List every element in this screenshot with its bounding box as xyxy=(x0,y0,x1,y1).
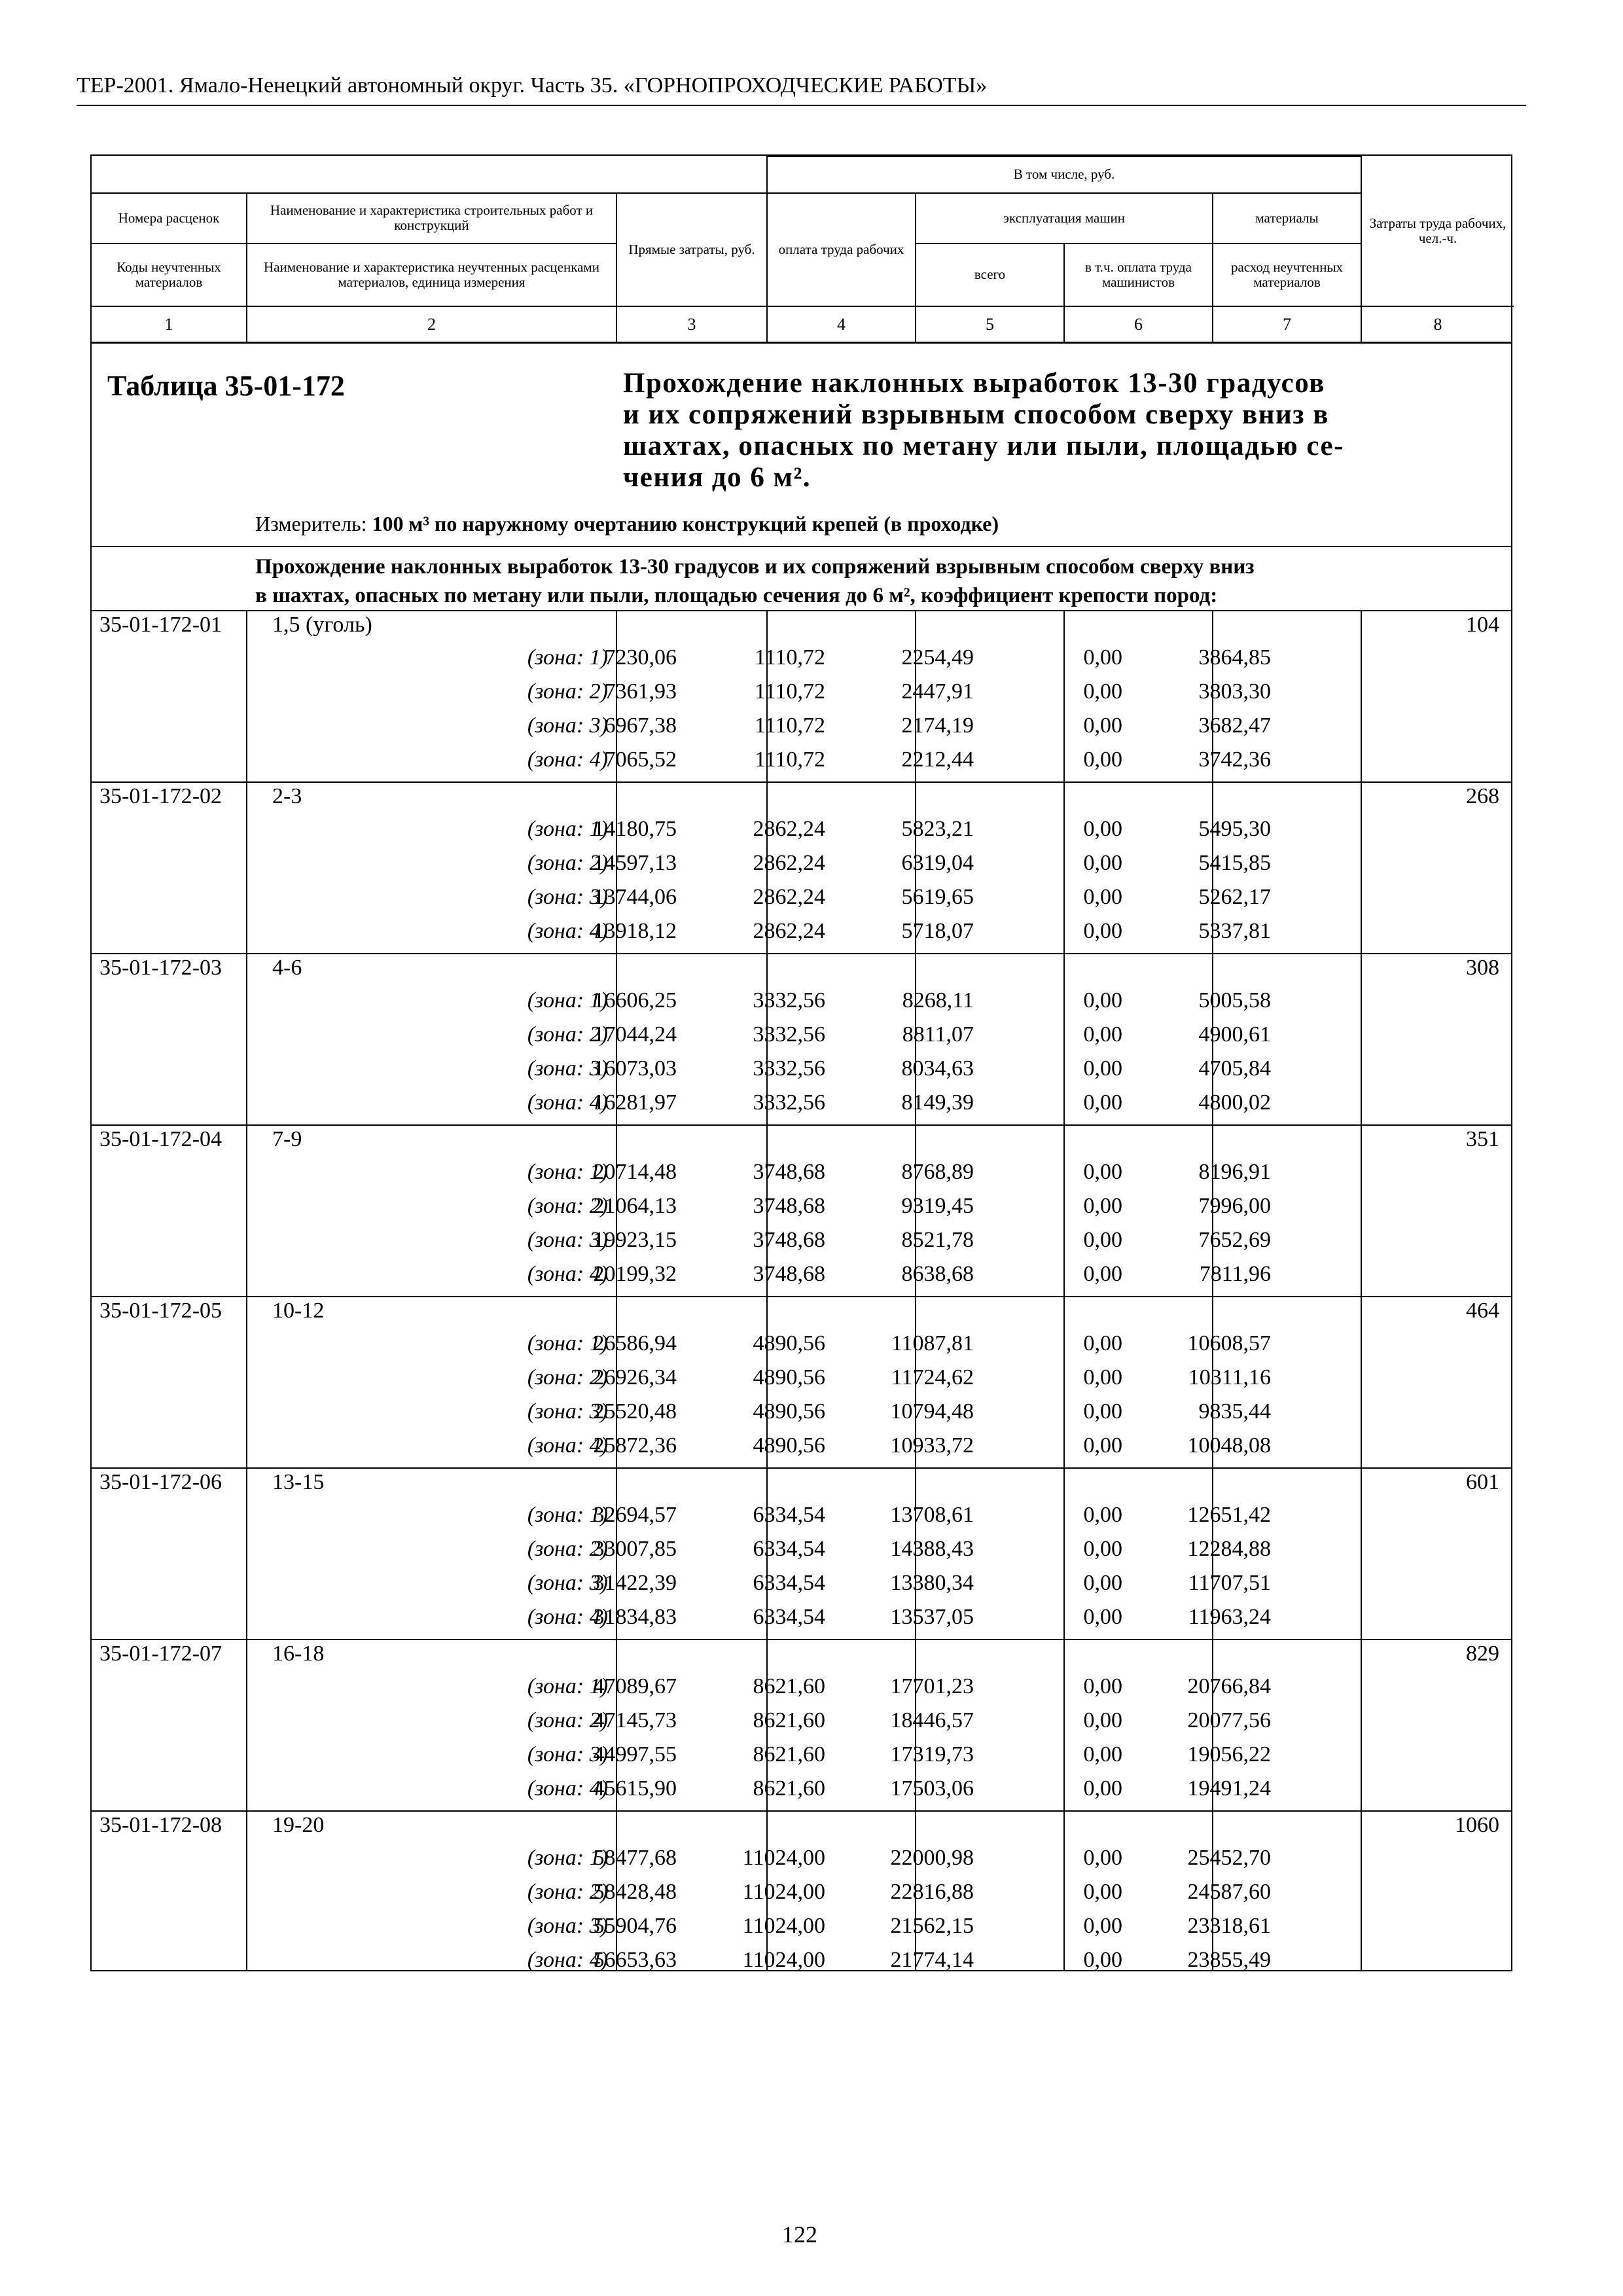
unit-prefix: Измеритель: xyxy=(255,512,367,535)
value-oper: 0,00 xyxy=(1083,713,1122,738)
rate-code: 35-01-172-01 xyxy=(99,613,222,637)
value-pay: 6334,54 xyxy=(753,1537,825,1561)
value-oper: 0,00 xyxy=(1083,1914,1122,1938)
value-direct: 7361,93 xyxy=(604,679,677,704)
value-direct: 45615,90 xyxy=(593,1776,677,1801)
value-mach: 21774,14 xyxy=(890,1948,974,1972)
value-mat: 3803,30 xyxy=(1198,679,1271,704)
value-mach: 21562,15 xyxy=(890,1914,974,1938)
rate-code: 35-01-172-03 xyxy=(99,956,222,980)
rate-record xyxy=(92,954,1511,1126)
zone-label: (зона: 3) xyxy=(527,1228,608,1252)
value-mat: 5262,17 xyxy=(1198,885,1271,909)
header-machine-operation: эксплуатация машин xyxy=(916,193,1213,243)
zone-row xyxy=(92,1194,1511,1228)
value-oper: 0,00 xyxy=(1083,1433,1122,1458)
zone-label: (зона: 4) xyxy=(527,919,608,943)
labor-costs: 104 xyxy=(1466,613,1499,637)
running-header: ТЕР-2001. Ямало-Ненецкий автономный округ. Часть 35. «ГОРНОПРОХОДЧЕСКИЕ РАБОТЫ» xyxy=(77,73,988,98)
value-mat: 3864,85 xyxy=(1198,645,1271,670)
value-pay: 4890,56 xyxy=(753,1433,825,1458)
value-mat: 3742,36 xyxy=(1198,747,1271,772)
zone-row xyxy=(92,851,1511,885)
labor-costs: 351 xyxy=(1466,1127,1499,1151)
value-mach: 22000,98 xyxy=(890,1846,974,1870)
value-mat: 24587,60 xyxy=(1187,1880,1271,1904)
group-caption-line: в шахтах, опасных по метану или пыли, площадью сечения до 6 м², коэффициент крепости пород: xyxy=(255,584,1218,607)
value-direct: 58428,48 xyxy=(593,1880,677,1904)
header-material-codes: Коды неучтенных материалов xyxy=(92,243,247,306)
value-direct: 7065,52 xyxy=(604,747,677,772)
zone-row xyxy=(92,679,1511,713)
column-header xyxy=(90,154,1512,344)
value-pay: 2862,24 xyxy=(753,885,825,909)
value-mat: 19056,22 xyxy=(1187,1742,1271,1767)
zone-row xyxy=(92,1022,1511,1056)
zone-label: (зона: 4) xyxy=(527,1262,608,1286)
rate-record xyxy=(92,1126,1511,1297)
value-oper: 0,00 xyxy=(1083,1605,1122,1629)
value-oper: 0,00 xyxy=(1083,1399,1122,1424)
table-title xyxy=(623,368,1510,493)
col-number-8: 8 xyxy=(1361,306,1514,342)
value-mat: 4705,84 xyxy=(1198,1056,1271,1081)
value-direct: 20714,48 xyxy=(593,1160,677,1184)
value-pay: 2862,24 xyxy=(753,919,825,943)
header-in-that-number: В том числе, руб. xyxy=(767,156,1361,193)
header-name-materials: Наименование и характеристика неучтенных расценками материалов, единица измерения xyxy=(247,243,616,306)
value-mach: 5718,07 xyxy=(901,919,974,943)
zone-row xyxy=(92,919,1511,953)
zone-row xyxy=(92,1331,1511,1365)
table-code: Таблица 35-01-172 xyxy=(107,370,345,402)
zone-label: (зона: 3) xyxy=(527,1399,608,1424)
value-direct: 25520,48 xyxy=(593,1399,677,1424)
value-mat: 10311,16 xyxy=(1188,1365,1271,1390)
value-direct: 14597,13 xyxy=(593,851,677,875)
header-worker-pay: оплата труда рабочих xyxy=(767,193,916,306)
value-oper: 0,00 xyxy=(1083,747,1122,772)
rate-code: 35-01-172-06 xyxy=(99,1470,222,1494)
rock-hardness: 13-15 xyxy=(272,1470,325,1494)
value-direct: 16281,97 xyxy=(593,1090,677,1115)
value-mach: 8638,68 xyxy=(901,1262,974,1286)
value-mach: 11724,62 xyxy=(891,1365,974,1390)
value-pay: 11024,00 xyxy=(742,1846,825,1870)
rock-hardness: 2-3 xyxy=(272,784,302,808)
value-mat: 5415,85 xyxy=(1198,851,1271,875)
rate-code: 35-01-172-07 xyxy=(99,1641,222,1666)
labor-costs: 1060 xyxy=(1455,1813,1499,1837)
value-pay: 1110,72 xyxy=(755,713,825,738)
value-direct: 25872,36 xyxy=(593,1433,677,1458)
zone-row xyxy=(92,1674,1511,1708)
value-pay: 3332,56 xyxy=(753,1090,825,1115)
value-mat: 4800,02 xyxy=(1198,1090,1271,1115)
value-pay: 3748,68 xyxy=(753,1262,825,1286)
zone-row xyxy=(92,885,1511,919)
value-mach: 5619,65 xyxy=(901,885,974,909)
zone-row xyxy=(92,1880,1511,1914)
zone-row xyxy=(92,1708,1511,1742)
labor-costs: 308 xyxy=(1466,956,1499,980)
value-direct: 13744,06 xyxy=(593,885,677,909)
table-title-line: Прохождение наклонных выработок 13-30 градусов xyxy=(623,368,1325,399)
value-mach: 8768,89 xyxy=(901,1160,974,1184)
value-direct: 16606,25 xyxy=(593,988,677,1013)
zone-row xyxy=(92,747,1511,781)
zone-row xyxy=(92,817,1511,851)
value-pay: 8621,60 xyxy=(753,1742,825,1767)
zone-label: (зона: 4) xyxy=(527,1090,608,1115)
col-number-7: 7 xyxy=(1213,306,1361,342)
table-title-line: шахтах, опасных по метану или пыли, площадью се- xyxy=(623,431,1344,461)
zone-row xyxy=(92,1228,1511,1262)
header-rate-numbers: Номера расценок xyxy=(92,193,247,243)
value-oper: 0,00 xyxy=(1083,817,1122,841)
zone-label: (зона: 4) xyxy=(527,1948,608,1972)
header-blank xyxy=(92,156,767,193)
rock-hardness: 16-18 xyxy=(272,1641,325,1666)
zone-label: (зона: 4) xyxy=(527,1776,608,1801)
value-oper: 0,00 xyxy=(1083,1228,1122,1252)
value-direct: 7230,06 xyxy=(604,645,677,670)
value-pay: 1110,72 xyxy=(755,747,825,772)
value-oper: 0,00 xyxy=(1083,1262,1122,1286)
value-oper: 0,00 xyxy=(1083,1503,1122,1527)
value-pay: 6334,54 xyxy=(753,1605,825,1629)
value-direct: 56653,63 xyxy=(593,1948,677,1972)
value-mat: 20077,56 xyxy=(1187,1708,1271,1732)
value-mat: 11963,24 xyxy=(1188,1605,1271,1629)
records-list xyxy=(92,611,1511,1982)
value-mach: 2447,91 xyxy=(901,679,974,704)
value-mat: 5005,58 xyxy=(1198,988,1271,1013)
value-pay: 2862,24 xyxy=(753,851,825,875)
value-pay: 3332,56 xyxy=(753,1022,825,1047)
value-direct: 31834,83 xyxy=(593,1605,677,1629)
value-direct: 20199,32 xyxy=(593,1262,677,1286)
rate-record xyxy=(92,1640,1511,1812)
rate-record xyxy=(92,1812,1511,1982)
value-oper: 0,00 xyxy=(1083,1022,1122,1047)
rock-hardness: 4-6 xyxy=(272,956,302,980)
value-mach: 2174,19 xyxy=(901,713,974,738)
zone-label: (зона: 3) xyxy=(527,1742,608,1767)
rock-hardness: 1,5 (уголь) xyxy=(272,613,372,637)
rate-code: 35-01-172-04 xyxy=(99,1127,222,1151)
value-oper: 0,00 xyxy=(1083,1708,1122,1732)
value-pay: 3748,68 xyxy=(753,1228,825,1252)
zone-row xyxy=(92,1571,1511,1605)
value-pay: 11024,00 xyxy=(742,1948,825,1972)
zone-row xyxy=(92,1262,1511,1296)
value-pay: 1110,72 xyxy=(755,679,825,704)
value-pay: 3748,68 xyxy=(753,1194,825,1218)
value-pay: 6334,54 xyxy=(753,1571,825,1595)
table-title-block xyxy=(92,343,1511,547)
value-oper: 0,00 xyxy=(1083,1880,1122,1904)
zone-row xyxy=(92,1056,1511,1090)
zone-row xyxy=(92,1846,1511,1880)
value-oper: 0,00 xyxy=(1083,1571,1122,1595)
value-direct: 58477,68 xyxy=(593,1846,677,1870)
zone-label: (зона: 1) xyxy=(527,645,608,670)
value-pay: 3332,56 xyxy=(753,1056,825,1081)
table-title-line: чения до 6 м². xyxy=(623,462,812,493)
value-oper: 0,00 xyxy=(1083,1194,1122,1218)
header-incl-operators: в т.ч. оплата труда машинистов xyxy=(1064,243,1213,306)
zone-row xyxy=(92,1090,1511,1124)
value-mat: 9835,44 xyxy=(1198,1399,1271,1424)
value-oper: 0,00 xyxy=(1083,851,1122,875)
value-oper: 0,00 xyxy=(1083,885,1122,909)
value-mach: 10933,72 xyxy=(890,1433,974,1458)
value-direct: 55904,76 xyxy=(593,1914,677,1938)
value-pay: 1110,72 xyxy=(755,645,825,670)
value-mat: 7811,96 xyxy=(1199,1262,1271,1286)
header-direct-costs: Прямые затраты, руб. xyxy=(616,193,767,306)
zone-label: (зона: 1) xyxy=(527,1503,608,1527)
col-number-1: 1 xyxy=(92,306,247,342)
col-number-2: 2 xyxy=(247,306,616,342)
value-direct: 31422,39 xyxy=(593,1571,677,1595)
rate-code: 35-01-172-05 xyxy=(99,1299,222,1323)
zone-label: (зона: 1) xyxy=(527,988,608,1013)
value-pay: 8621,60 xyxy=(753,1708,825,1732)
value-oper: 0,00 xyxy=(1083,1331,1122,1355)
value-pay: 11024,00 xyxy=(742,1880,825,1904)
header-labor-costs: Затраты труда рабочих, чел.-ч. xyxy=(1361,156,1514,306)
value-pay: 2862,24 xyxy=(753,817,825,841)
col-number-6: 6 xyxy=(1064,306,1213,342)
value-direct: 19923,15 xyxy=(593,1228,677,1252)
col-number-5: 5 xyxy=(916,306,1064,342)
value-mach: 10794,48 xyxy=(890,1399,974,1424)
value-oper: 0,00 xyxy=(1083,1948,1122,1972)
zone-label: (зона: 3) xyxy=(527,1056,608,1081)
header-rule xyxy=(77,105,1526,106)
unit-text: 100 м³ по наружному очертанию конструкций крепей (в проходке) xyxy=(372,512,999,535)
value-mach: 8034,63 xyxy=(901,1056,974,1081)
value-direct: 13918,12 xyxy=(593,919,677,943)
value-mach: 8811,07 xyxy=(902,1022,974,1047)
value-mat: 8196,91 xyxy=(1198,1160,1271,1184)
zone-label: (зона: 2) xyxy=(527,851,608,875)
value-direct: 26926,34 xyxy=(593,1365,677,1390)
zone-label: (зона: 1) xyxy=(527,1674,608,1698)
header-name-works: Наименование и характеристика строительных работ и конструкций xyxy=(247,193,616,243)
value-mat: 10048,08 xyxy=(1187,1433,1271,1458)
rate-code: 35-01-172-02 xyxy=(99,784,222,808)
value-direct: 6967,38 xyxy=(604,713,677,738)
value-mach: 9319,45 xyxy=(901,1194,974,1218)
value-mach: 13537,05 xyxy=(890,1605,974,1629)
labor-costs: 268 xyxy=(1466,784,1499,808)
value-oper: 0,00 xyxy=(1083,1056,1122,1081)
zone-row xyxy=(92,1537,1511,1571)
value-pay: 11024,00 xyxy=(742,1914,825,1938)
value-oper: 0,00 xyxy=(1083,1160,1122,1184)
value-oper: 0,00 xyxy=(1083,919,1122,943)
value-direct: 17044,24 xyxy=(593,1022,677,1047)
labor-costs: 464 xyxy=(1466,1299,1499,1323)
value-mach: 2254,49 xyxy=(901,645,974,670)
col-number-4: 4 xyxy=(767,306,916,342)
zone-row xyxy=(92,1914,1511,1948)
value-mach: 5823,21 xyxy=(901,817,974,841)
column-header-table xyxy=(92,156,1514,342)
value-direct: 47089,67 xyxy=(593,1674,677,1698)
value-mat: 5495,30 xyxy=(1198,817,1271,841)
value-direct: 47145,73 xyxy=(593,1708,677,1732)
zone-label: (зона: 1) xyxy=(527,1846,608,1870)
zone-row xyxy=(92,713,1511,747)
value-mach: 13708,61 xyxy=(890,1503,974,1527)
value-direct: 16073,03 xyxy=(593,1056,677,1081)
value-direct: 21064,13 xyxy=(593,1194,677,1218)
value-mat: 10608,57 xyxy=(1187,1331,1271,1355)
zone-row xyxy=(92,1605,1511,1639)
rock-hardness: 7-9 xyxy=(272,1127,302,1151)
value-oper: 0,00 xyxy=(1083,679,1122,704)
value-mach: 17319,73 xyxy=(890,1742,974,1767)
value-mach: 17503,06 xyxy=(890,1776,974,1801)
page-number: 122 xyxy=(782,2221,817,2248)
zone-label: (зона: 4) xyxy=(527,747,608,772)
header-materials: материалы xyxy=(1213,193,1361,243)
rate-record xyxy=(92,1469,1511,1640)
zone-label: (зона: 1) xyxy=(527,1160,608,1184)
rate-record xyxy=(92,783,1511,954)
labor-costs: 829 xyxy=(1466,1641,1499,1666)
col-number-3: 3 xyxy=(616,306,767,342)
value-mat: 3682,47 xyxy=(1198,713,1271,738)
value-mach: 8268,11 xyxy=(902,988,974,1013)
value-pay: 6334,54 xyxy=(753,1503,825,1527)
rate-record xyxy=(92,611,1511,783)
value-pay: 3748,68 xyxy=(753,1160,825,1184)
zone-row xyxy=(92,988,1511,1022)
zone-label: (зона: 3) xyxy=(527,885,608,909)
value-mat: 23855,49 xyxy=(1187,1948,1271,1972)
header-total: всего xyxy=(916,243,1064,306)
value-direct: 32694,57 xyxy=(593,1503,677,1527)
zone-label: (зона: 1) xyxy=(527,817,608,841)
value-mach: 17701,23 xyxy=(890,1674,974,1698)
zone-row xyxy=(92,1433,1511,1467)
value-oper: 0,00 xyxy=(1083,988,1122,1013)
value-pay: 8621,60 xyxy=(753,1674,825,1698)
zone-label: (зона: 3) xyxy=(527,1914,608,1938)
rock-hardness: 10-12 xyxy=(272,1299,325,1323)
header-unaccounted-materials: расход неучтенных материалов xyxy=(1213,243,1361,306)
value-oper: 0,00 xyxy=(1083,1846,1122,1870)
group-caption-line: Прохождение наклонных выработок 13-30 градусов и их сопряжений взрывным способом сверху вниз xyxy=(255,555,1255,579)
value-oper: 0,00 xyxy=(1083,1674,1122,1698)
value-oper: 0,00 xyxy=(1083,1090,1122,1115)
zone-row xyxy=(92,1160,1511,1194)
zone-row xyxy=(92,1776,1511,1810)
labor-costs: 601 xyxy=(1466,1470,1499,1494)
value-pay: 3332,56 xyxy=(753,988,825,1013)
value-mach: 13380,34 xyxy=(890,1571,974,1595)
zone-label: (зона: 2) xyxy=(527,1365,608,1390)
value-pay: 8621,60 xyxy=(753,1776,825,1801)
zone-label: (зона: 2) xyxy=(527,1537,608,1561)
zone-row xyxy=(92,1742,1511,1776)
value-mach: 6319,04 xyxy=(901,851,974,875)
value-oper: 0,00 xyxy=(1083,1742,1122,1767)
value-oper: 0,00 xyxy=(1083,1365,1122,1390)
zone-label: (зона: 4) xyxy=(527,1433,608,1458)
table-title-line: и их сопряжений взрывным способом сверху вниз в xyxy=(623,399,1330,430)
value-mach: 8521,78 xyxy=(901,1228,974,1252)
value-mat: 11707,51 xyxy=(1188,1571,1271,1595)
rate-code: 35-01-172-08 xyxy=(99,1813,222,1837)
value-direct: 33007,85 xyxy=(593,1537,677,1561)
zone-label: (зона: 3) xyxy=(527,1571,608,1595)
zone-row xyxy=(92,1503,1511,1537)
zone-row xyxy=(92,1948,1511,1982)
group-caption xyxy=(255,552,1255,610)
value-mat: 7652,69 xyxy=(1198,1228,1271,1252)
value-mach: 22816,88 xyxy=(890,1880,974,1904)
zone-label: (зона: 2) xyxy=(527,1708,608,1732)
zone-row xyxy=(92,645,1511,679)
value-oper: 0,00 xyxy=(1083,1776,1122,1801)
zone-label: (зона: 3) xyxy=(527,713,608,738)
zone-row xyxy=(92,1399,1511,1433)
value-mach: 11087,81 xyxy=(891,1331,974,1355)
value-pay: 4890,56 xyxy=(753,1331,825,1355)
zone-label: (зона: 1) xyxy=(527,1331,608,1355)
value-mat: 19491,24 xyxy=(1187,1776,1271,1801)
zone-label: (зона: 2) xyxy=(527,679,608,704)
value-mat: 12284,88 xyxy=(1187,1537,1271,1561)
value-mat: 23318,61 xyxy=(1187,1914,1271,1938)
value-pay: 4890,56 xyxy=(753,1399,825,1424)
zone-row xyxy=(92,1365,1511,1399)
value-mach: 2212,44 xyxy=(901,747,974,772)
value-mat: 25452,70 xyxy=(1187,1846,1271,1870)
value-oper: 0,00 xyxy=(1083,645,1122,670)
value-pay: 4890,56 xyxy=(753,1365,825,1390)
value-mat: 7996,00 xyxy=(1198,1194,1271,1218)
zone-label: (зона: 2) xyxy=(527,1194,608,1218)
value-mach: 14388,43 xyxy=(890,1537,974,1561)
value-mat: 12651,42 xyxy=(1187,1503,1271,1527)
value-mat: 4900,61 xyxy=(1198,1022,1271,1047)
zone-label: (зона: 4) xyxy=(527,1605,608,1629)
rate-record xyxy=(92,1297,1511,1469)
value-oper: 0,00 xyxy=(1083,1537,1122,1561)
value-mach: 18446,57 xyxy=(890,1708,974,1732)
value-mat: 5337,81 xyxy=(1198,919,1271,943)
value-direct: 14180,75 xyxy=(593,817,677,841)
table-body xyxy=(90,342,1512,1971)
zone-label: (зона: 2) xyxy=(527,1880,608,1904)
value-mach: 8149,39 xyxy=(901,1090,974,1115)
rock-hardness: 19-20 xyxy=(272,1813,325,1837)
value-direct: 44997,55 xyxy=(593,1742,677,1767)
zone-label: (зона: 2) xyxy=(527,1022,608,1047)
measurement-unit xyxy=(255,512,999,536)
value-direct: 26586,94 xyxy=(593,1331,677,1355)
value-mat: 20766,84 xyxy=(1187,1674,1271,1698)
